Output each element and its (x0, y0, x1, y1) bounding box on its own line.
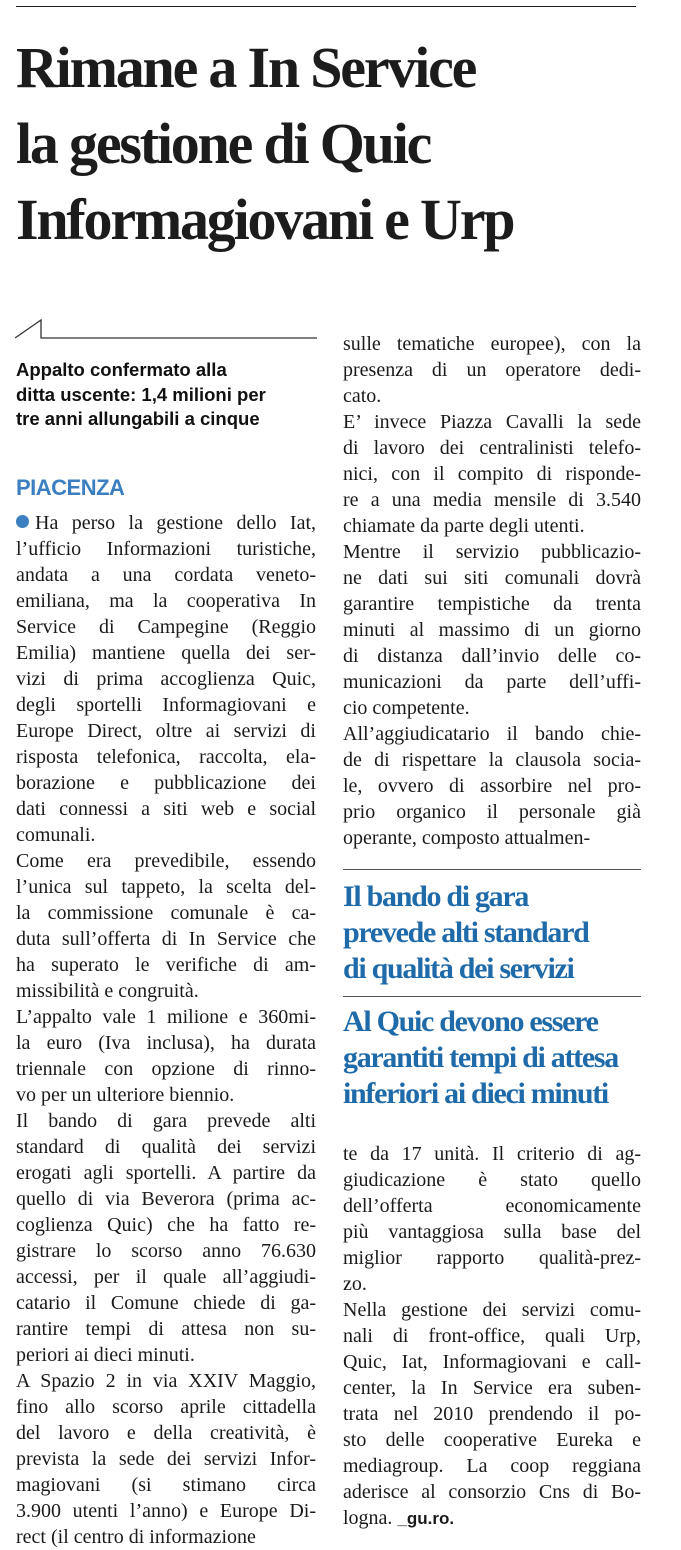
text-line (16, 1394, 316, 1420)
text-line (343, 617, 641, 643)
text-line (16, 1108, 316, 1134)
text-line-content: operante, composto attualmen- (343, 827, 591, 849)
callout-2 (343, 1004, 653, 1112)
text-line (343, 1505, 641, 1532)
text-line-content: re a una media mensile di 3.540 (343, 489, 641, 511)
callout-line: di qualità dei servizi (343, 952, 574, 985)
text-line-content: missibilità e congruità. (16, 980, 199, 1002)
text-line-content: sto delle cooperative Eureka e (343, 1429, 641, 1451)
text-line-content: dell’offerta economicamente (343, 1195, 641, 1217)
text-line-content: Service di Campegine (Reggio (16, 616, 316, 638)
text-line (343, 695, 641, 721)
top-rule (16, 6, 636, 7)
text-line-content: periori ai dieci minuti. (16, 1344, 195, 1366)
text-line-content: logna. (343, 1507, 393, 1529)
text-line (16, 718, 316, 744)
text-line-content: Quic, Iat, Informagiovani e call- (343, 1351, 641, 1373)
text-line (16, 1134, 316, 1160)
text-line-content: rantire tempi di attesa non su- (16, 1318, 316, 1340)
text-line-content: Emilia) mantiene quella dei ser- (16, 642, 316, 664)
text-line (16, 1056, 316, 1082)
text-line (343, 1401, 641, 1427)
text-line (16, 926, 316, 952)
text-line (16, 536, 316, 562)
text-line (16, 588, 316, 614)
callout-line: Al Quic devono essere (343, 1005, 598, 1038)
text-line (16, 614, 316, 640)
text-line-content: minuti al massimo di un giorno (343, 619, 641, 641)
text-line (343, 1141, 641, 1167)
deck-line: tre anni allungabili a cinque (16, 408, 260, 429)
text-line-content: quello di via Beverora (prima ac- (16, 1188, 316, 1210)
text-line-content: cio competente. (343, 697, 470, 719)
text-line-content: risposta telefonica, raccolta, ela- (16, 746, 316, 768)
text-line (16, 744, 316, 770)
text-line (343, 1323, 641, 1349)
text-line (343, 825, 641, 851)
text-line (16, 1264, 316, 1290)
text-line-content: Ha perso la gestione dello Iat, (35, 512, 316, 534)
text-line-content: Come era prevedibile, essendo (16, 850, 316, 872)
text-line-content: standard di qualità dei servizi (16, 1136, 316, 1158)
text-line-content: la commissione comunale è ca- (16, 902, 316, 924)
text-line-content: te da 17 unità. Il criterio di ag- (343, 1143, 641, 1165)
text-line (16, 1082, 316, 1108)
text-line-content: vo per un ulteriore biennio. (16, 1084, 235, 1106)
text-line-content: dati connessi a siti web e social (16, 798, 316, 820)
text-line-content: municazioni da parte dell’uffi- (343, 671, 641, 693)
text-line (343, 383, 641, 409)
body-column-1 (16, 510, 316, 1550)
text-line (343, 1349, 641, 1375)
text-line-content: rect (il centro di informazione (16, 1526, 256, 1548)
text-line (16, 1004, 316, 1030)
text-line-content: Mentre il servizio pubblicazio- (343, 541, 641, 563)
text-line (343, 1219, 641, 1245)
text-line-content: 3.900 utenti l’anno) e Europe Di- (16, 1500, 316, 1522)
text-line (16, 848, 316, 874)
text-line-content: nali di front-office, quali Urp, (343, 1325, 641, 1347)
body-column-2-top (343, 331, 641, 851)
callout-line: inferiori ai dieci minuti (343, 1077, 608, 1110)
text-line-content: di distanza dall’invio delle co- (343, 645, 641, 667)
headline (16, 30, 666, 258)
text-line-content: E’ invece Piazza Cavalli la sede (343, 411, 641, 433)
text-line-content: coglienza Quic) che ha fatto re- (16, 1214, 316, 1236)
text-line-content: chiamate da parte degli utenti. (343, 515, 585, 537)
callout-line: garantiti tempi di attesa (343, 1041, 618, 1074)
text-line-content: degli sportelli Informagiovani e (16, 694, 316, 716)
body-column-2-bottom (343, 1141, 641, 1532)
text-line (16, 1290, 316, 1316)
text-line (343, 1427, 641, 1453)
text-line (343, 409, 641, 435)
text-line-content: ha superato le verifiche di am- (16, 954, 316, 976)
text-line-content: gistrare lo scorso anno 76.630 (16, 1240, 316, 1262)
text-line (343, 331, 641, 357)
text-line (16, 1316, 316, 1342)
text-line (16, 1498, 316, 1524)
headline-line: la gestione di Quic (16, 111, 431, 176)
text-line (16, 562, 316, 588)
text-line (16, 978, 316, 1004)
section-rule-slash (15, 318, 317, 340)
text-line-content: Europe Direct, oltre ai servizi di (16, 720, 316, 742)
text-line (343, 487, 641, 513)
text-line-content: erogati agli sportelli. A partire da (16, 1162, 316, 1184)
text-line (343, 669, 641, 695)
callout-line: Il bando di gara (343, 880, 529, 913)
text-line (343, 1453, 641, 1479)
text-line-content: del lavoro e della creatività, è (16, 1422, 316, 1444)
text-line-content: prio organico il personale già (343, 801, 641, 823)
text-line (343, 565, 641, 591)
callout-line: prevede alti standard (343, 916, 589, 949)
text-line-content: miglior rapporto qualità-prez- (343, 1247, 641, 1269)
text-line (16, 1420, 316, 1446)
headline-line: Informagiovani e Urp (16, 187, 514, 252)
text-line (16, 822, 316, 848)
text-line-content: le, ovvero di assorbire nel pro- (343, 775, 641, 797)
text-line (343, 1193, 641, 1219)
text-line (343, 773, 641, 799)
text-line-content: l’ufficio Informazioni turistiche, (16, 538, 316, 560)
text-line (16, 1212, 316, 1238)
text-line-content: mediagroup. La coop reggiana (343, 1455, 641, 1477)
text-line (343, 747, 641, 773)
text-line (343, 799, 641, 825)
text-line (16, 874, 316, 900)
text-line-content: L’appalto vale 1 milione e 360mi- (16, 1006, 316, 1028)
text-line-content: triennale con opzione di rinno- (16, 1058, 316, 1080)
text-line (16, 770, 316, 796)
bullet-icon (16, 515, 29, 528)
text-line-content: la euro (Iva inclusa), ha durata (16, 1032, 316, 1054)
text-line (343, 1375, 641, 1401)
text-line-content: Il bando di gara prevede alti (16, 1110, 316, 1132)
text-line (343, 1167, 641, 1193)
text-line-content: presenza di un operatore dedi- (343, 359, 641, 381)
text-line (16, 1368, 316, 1394)
text-line (16, 1186, 316, 1212)
text-line (343, 1297, 641, 1323)
text-line-content: più vantaggiosa sulla base del (343, 1221, 641, 1243)
text-line (16, 510, 316, 536)
text-line-content: center, la In Service era suben- (343, 1377, 641, 1399)
text-line (16, 1472, 316, 1498)
text-line-content: zo. (343, 1273, 367, 1295)
text-line-content: emiliana, ma la cooperativa In (16, 590, 316, 612)
text-line (343, 1479, 641, 1505)
text-line-content: catario il Comune chiede di ga- (16, 1292, 316, 1314)
dateline: PIACENZA (16, 475, 125, 500)
text-line (16, 666, 316, 692)
text-line-content: duta sull’offerta di In Service che (16, 928, 316, 950)
text-line-content: Nella gestione dei servizi comu- (343, 1299, 641, 1321)
deck (16, 358, 316, 432)
text-line-content: cato. (343, 385, 382, 407)
text-line (343, 461, 641, 487)
text-line-content: l’unica sul tappeto, la scelta del- (16, 876, 316, 898)
text-line (343, 539, 641, 565)
text-line (16, 796, 316, 822)
text-line-content: magiovani (si stimano circa (16, 1474, 316, 1496)
text-line (16, 952, 316, 978)
text-line-content: accessi, per il quale all’aggiudi- (16, 1266, 316, 1288)
text-line-content: nici, con il compito di risponde- (343, 463, 641, 485)
callout-rule-top (343, 869, 641, 870)
text-line (343, 721, 641, 747)
text-line-content: de di rispettare la clausola socia- (343, 749, 641, 771)
text-line (16, 1160, 316, 1186)
text-line-content: fino allo scorso aprile cittadella (16, 1396, 316, 1418)
text-line (16, 640, 316, 666)
text-line-content: andata a una cordata veneto- (16, 564, 316, 586)
author-signature: _gu.ro. (397, 1509, 455, 1528)
deck-line: ditta uscente: 1,4 milioni per (16, 383, 266, 405)
text-line-content: prevista la sede dei servizi Infor- (16, 1448, 316, 1470)
text-line-content: A Spazio 2 in via XXIV Maggio, (16, 1370, 316, 1392)
text-line-content: All’aggiudicatario il bando chie- (343, 723, 641, 745)
deck-line: Appalto confermato alla (16, 359, 227, 380)
text-line-content: aderisce al consorzio Cns di Bo- (343, 1481, 641, 1503)
text-line (343, 643, 641, 669)
text-line-content: borazione e pubblicazione dei (16, 772, 316, 794)
text-line (343, 1271, 641, 1297)
text-line (16, 1030, 316, 1056)
text-line-content: ne dati sui siti comunali dovrà (343, 567, 641, 589)
text-line (16, 900, 316, 926)
text-line-content: comunali. (16, 824, 96, 846)
text-line-content: giudicazione è stato quello (343, 1169, 641, 1191)
text-line (343, 513, 641, 539)
text-line-content: sulle tematiche europee), con la (343, 333, 641, 355)
text-line (343, 591, 641, 617)
text-line-content: trata nel 2010 prendendo il po- (343, 1403, 641, 1425)
callout-1 (343, 879, 653, 987)
text-line (343, 435, 641, 461)
text-line (16, 1446, 316, 1472)
text-line (16, 1342, 316, 1368)
callout-rule-middle (343, 996, 641, 997)
headline-line: Rimane a In Service (16, 35, 476, 100)
text-line-content: garantire tempistiche da trenta (343, 593, 641, 615)
text-line (343, 1245, 641, 1271)
text-line (16, 692, 316, 718)
text-line (16, 1238, 316, 1264)
text-line (343, 357, 641, 383)
text-line (16, 1524, 316, 1550)
text-line-content: di lavoro dei centralinisti telefo- (343, 437, 641, 459)
text-line-content: vizi di prima accoglienza Quic, (16, 668, 316, 690)
